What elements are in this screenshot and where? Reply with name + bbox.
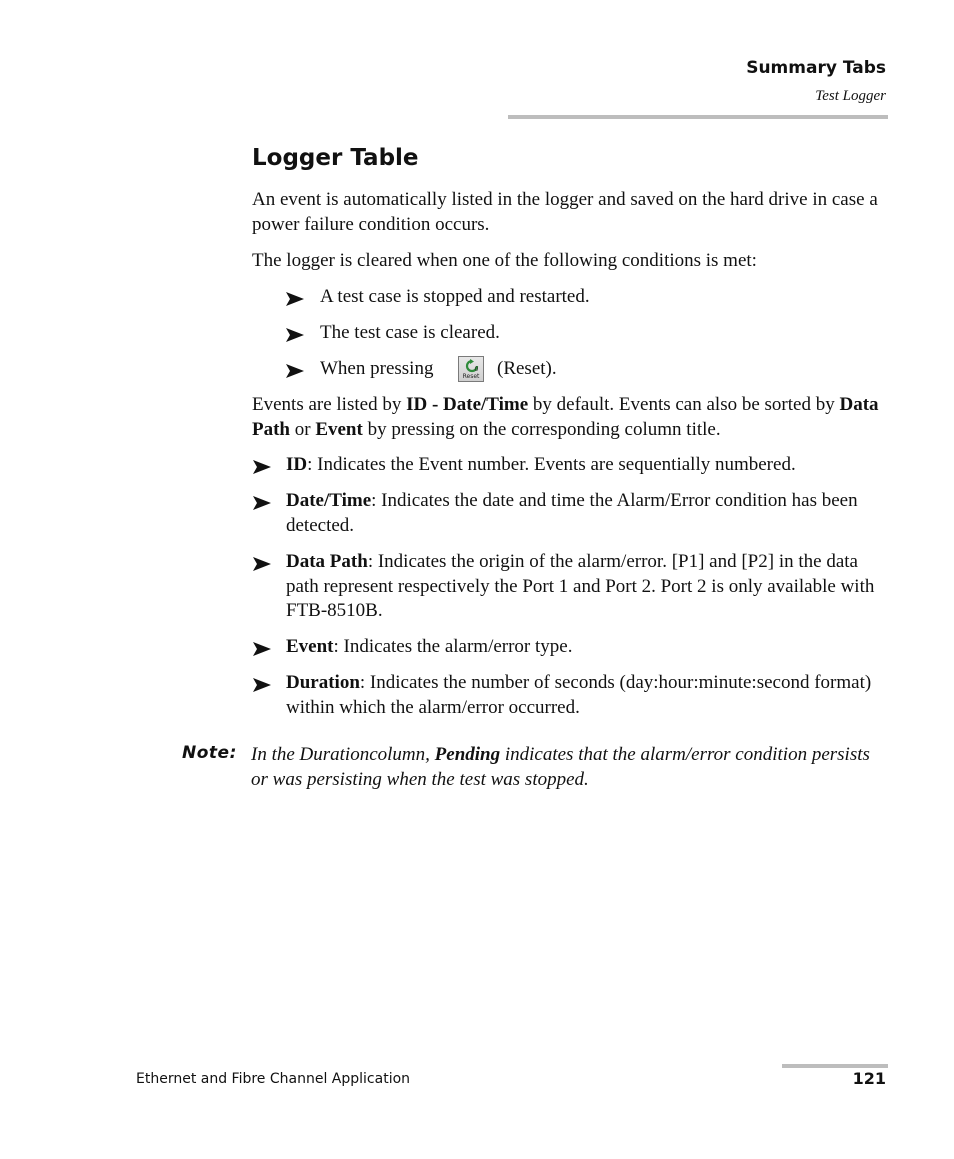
column-item-duration — [286, 671, 888, 720]
note-text-part: In the Durationcolumn, — [251, 744, 435, 765]
column-term: Event — [286, 636, 334, 657]
column-desc: : Indicates the alarm/error type. — [333, 636, 573, 657]
sorting-term-event: Event — [315, 418, 363, 440]
page-number: 121 — [852, 1069, 886, 1088]
arrow-bullet-icon — [285, 291, 305, 307]
arrow-bullet-icon — [285, 327, 305, 343]
sorting-text: by pressing on the corresponding column title. — [362, 418, 721, 440]
sorting-term-id-date: ID - Date/Time — [406, 394, 529, 415]
column-term: Data Path — [286, 551, 368, 572]
column-item-date-time — [286, 489, 888, 538]
arrow-bullet-icon — [252, 641, 272, 657]
note-label: Note: — [182, 743, 237, 763]
reset-button-label: Reset — [462, 373, 480, 380]
footer-rule — [782, 1064, 888, 1068]
column-desc: : Indicates the origin of the alarm/error. [P1] and [P2] in the data path represent respectively the Port 1 and Port 2. Port 2 is only available with FTB-8510B. — [286, 551, 875, 621]
sorting-text: by default. Events can also be sorted by — [528, 394, 840, 415]
note-term-pending: Pending — [434, 744, 501, 765]
sorting-text: or — [290, 418, 316, 440]
condition-item-suffix: (Reset). — [497, 358, 557, 379]
column-desc: : Indicates the Event number. Events are sequentially numbered. — [307, 454, 796, 475]
header-subsection: Test Logger — [815, 88, 886, 104]
condition-item: The test case is cleared. — [320, 322, 500, 343]
cleared-intro-paragraph: The logger is cleared when one of the following conditions is met: — [252, 250, 757, 271]
sorting-term-data-path: Data Path — [252, 394, 879, 440]
note-text-part: indicates that the alarm/error condition persists or was persisting when the test was stopped. — [251, 744, 870, 790]
reset-button[interactable] — [458, 356, 484, 382]
column-term: Duration — [286, 672, 360, 693]
column-term: ID — [286, 454, 308, 475]
column-item-id — [286, 453, 888, 478]
arrow-bullet-icon — [252, 556, 272, 572]
sorting-text: Events are listed by — [252, 394, 407, 415]
header-section-title: Summary Tabs — [746, 58, 886, 78]
arrow-bullet-icon — [252, 677, 272, 693]
column-item-data-path — [286, 550, 888, 624]
intro-paragraph: An event is automatically listed in the logger and saved on the hard drive in case a power failure condition occurs. — [252, 189, 878, 235]
arrow-bullet-icon — [285, 363, 305, 379]
reset-icon — [464, 359, 480, 373]
condition-item: A test case is stopped and restarted. — [320, 286, 590, 307]
note-text — [251, 743, 891, 792]
sorting-paragraph — [252, 393, 888, 442]
column-desc: : Indicates the date and time the Alarm/Error condition has been detected. — [286, 490, 858, 536]
column-term: Date/Time — [286, 490, 372, 511]
arrow-bullet-icon — [252, 495, 272, 511]
header-rule — [508, 115, 888, 119]
condition-item-prefix: When pressing — [320, 358, 434, 379]
arrow-bullet-icon — [252, 459, 272, 475]
page-heading: Logger Table — [252, 145, 419, 171]
column-desc: : Indicates the number of seconds (day:hour:minute:second format) within which the alarm/error occurred. — [286, 672, 872, 718]
svg-text:0: 0 — [474, 366, 479, 373]
column-item-event — [286, 635, 888, 660]
footer-doc-title: Ethernet and Fibre Channel Application — [136, 1071, 411, 1087]
